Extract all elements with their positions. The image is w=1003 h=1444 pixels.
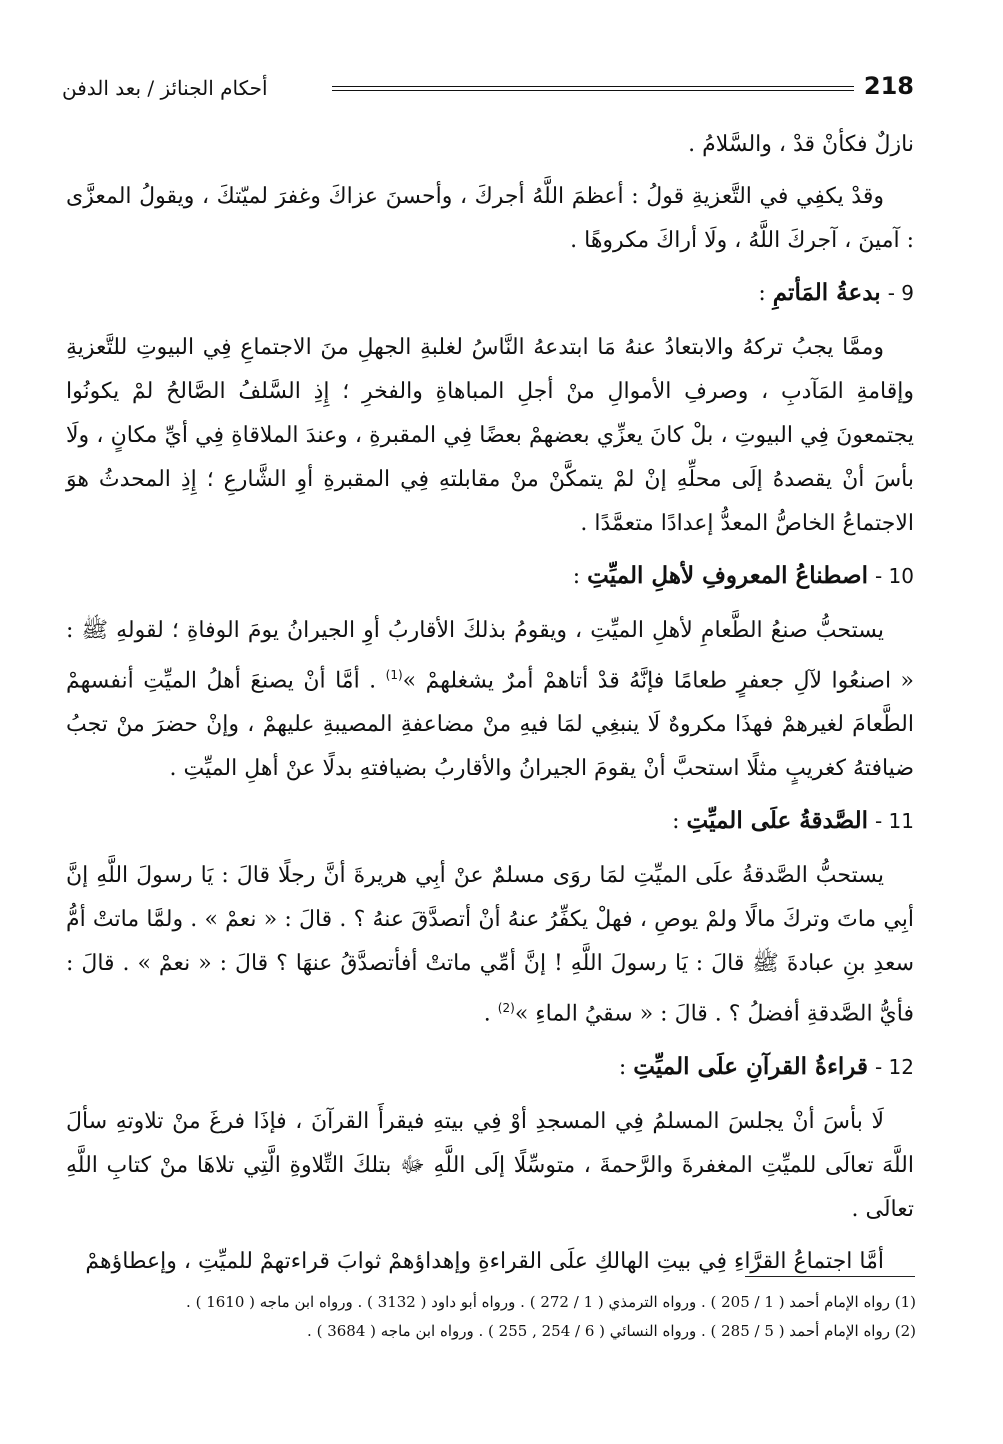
- section-number: 10 -: [874, 564, 914, 588]
- section-number: 9 -: [887, 281, 914, 305]
- section-heading-11: [66, 799, 914, 844]
- section-heading-10: [66, 554, 914, 599]
- footnote-1: (1) رواه الإمام أحمد ( 1 / 205 ) . ورواه الترمذي ( 1 / 272 ) . ورواه أبو داود ( 3132 ) . ورواه ابن ماجه ( 1610 ) .: [186, 1293, 916, 1311]
- section-11-body: [66, 854, 914, 1036]
- section-9-body: وممَّا يجبُ تركهُ والابتعادُ عنهُ مَا ابتدعهُ النَّاسُ لغلبةِ الجهلِ منَ الاجتماعِ فِي البيوتِ للتَّعزيةِ وإقامةِ المَآدبِ ، وصرفِ الأموالِ منْ أجلِ المباهاةِ والفخرِ ؛ إِذِ السَّلفُ الصَّالحُ لمْ يكونُوا يجتمعونَ فِي البيوتِ ، بلْ كانَ يعزِّي بعضهمْ بعضًا فِي المقبرةِ ، وعندَ الملاقاةِ فِي أيِّ مكانٍ ، ولَا بأسَ أنْ يقصدهُ إلَى محلِّهِ إنْ لمْ يتمكَّنْ منْ مقابلتهِ فِي المقبرةِ أوِ الشَّارعِ ؛ إِذِ المحدثُ هوَ الاجتماعُ الخاصُّ المعدُّ إعدادًا متعمَّدًا .: [66, 335, 914, 536]
- section-12-body-continued: أمَّا اجتماعُ القرَّاءِ فِي بيتِ الهالكِ علَى القراءةِ وإهداؤهمْ ثوابَ قراءتهمْ للميِّتِ ، وإعطاؤهمْ: [85, 1248, 884, 1274]
- intro-paragraph: وقدْ يكفِي في التَّعزيةِ قولُ : أعظمَ اللَّهُ أجركَ ، وأحسنَ عزاكَ وغفرَ لميّتكَ ، ويقولُ المعزَّى : آمينَ ، آجركَ اللَّهُ ، ولَا أراكَ مكروهًا .: [66, 184, 914, 253]
- section-heading-12: [66, 1045, 914, 1090]
- body-text: يستحبُّ صنعُ الطَّعامِ لأهلِ الميِّتِ ، ويقومُ بذلكَ الأقاربُ أوِ الجيرانُ يومَ الوفاةِ ؛ لقولهِ ﷺ : « اصنعُوا لآلِ جعفرٍ طعامًا فإنَّهُ قدْ أتاهمْ أمرٌ يشغلهمْ »: [66, 618, 914, 694]
- footnote-reference[interactable]: (2): [497, 1001, 515, 1016]
- page-header: [62, 72, 914, 112]
- section-title: الصَّدقةُ علَى الميِّتِ: [686, 807, 868, 835]
- footnotes: [66, 1288, 916, 1346]
- section-12-body: لَا بأسَ أنْ يجلسَ المسلمُ فِي المسجدِ أوْ فِي بيتهِ فيقرأَ القرآنَ ، فإذَا فرغَ منْ تلاوتهِ سألَ اللَّهَ تعالَى للميِّتِ المغفرةَ والرَّحمةَ ، متوسِّلًا إلَى اللَّهِ ﷻ بتلكَ التِّلاوةِ الَّتِي تلاهَا منْ كتابِ اللَّهِ تعالَى .: [66, 1108, 914, 1222]
- section-number: 12 -: [874, 1054, 914, 1079]
- intro-line: نازلٌ فكأنْ قدْ ، والسَّلامُ .: [688, 132, 914, 157]
- section-title: اصطناعُ المعروفِ لأهلِ الميِّتِ: [587, 562, 868, 589]
- section-title: قراءةُ القرآنِ علَى الميِّتِ: [633, 1052, 868, 1080]
- section-title: بدعةُ المَأتمِ: [772, 279, 881, 306]
- running-title: أحكام الجنائز / بعد الدفن: [62, 76, 268, 100]
- section-colon: :: [672, 809, 680, 835]
- header-double-rule: [332, 86, 854, 87]
- section-colon: :: [618, 1054, 627, 1080]
- footnote-separator: [745, 1276, 915, 1277]
- section-colon: :: [758, 281, 766, 306]
- page-body: [66, 123, 914, 1292]
- footnote-reference[interactable]: (1): [385, 668, 403, 682]
- section-10-body: [66, 609, 914, 791]
- page-number: 218: [863, 72, 914, 100]
- section-heading-9: [66, 271, 914, 316]
- body-text: .: [483, 1001, 498, 1027]
- body-text: . أمَّا أنْ يصنعَ أهلُ الميِّتِ أنفسهمْ الطَّعامَ لغيرهمْ فهذَا مكروهٌ لَا ينبغِي لمَا فيهِ منْ مضاعفةِ المصيبةِ عليهمْ ، وإنْ حضرَ منْ تجبُ ضيافتهُ كغريبٍ مثلًا استحبَّ أنْ يقومَ الجيرانُ والأقاربُ بضيافتهِ بدلًا عنْ أهلِ الميِّتِ .: [66, 668, 914, 782]
- section-number: 11 -: [874, 809, 914, 834]
- section-colon: :: [572, 564, 581, 589]
- body-text: يستحبُّ الصَّدقةُ علَى الميِّتِ لمَا روَى مسلمٌ عنْ أبِي هريرةَ أنَّ رجلًا قالَ : يَا رسولَ اللَّهِ إنَّ أبِي ماتَ وتركَ مالًا ولمْ يوصِ ، فهلْ يكفِّرُ عنهُ أنْ أتصدَّقَ عنهُ ؟ . قالَ : « نعمْ » . ولمَّا ماتتْ أمُّ سعدِ بنِ عبادةَ ﷺ قالَ : يَا رسولَ اللَّهِ ! إنَّ أمِّي ماتتْ أفأتصدَّقُ عنهَا ؟ قالَ : « نعمْ » . قالَ : فأيُّ الصَّدقةِ أفضلُ ؟ . قالَ : « سقيُ الماءِ »: [66, 863, 914, 1027]
- footnote-2: (2) رواه الإمام أحمد ( 5 / 285 ) . ورواه النسائي ( 6 / 254 , 255 ) . ورواه ابن ماجه ( 3684 ) .: [307, 1322, 916, 1340]
